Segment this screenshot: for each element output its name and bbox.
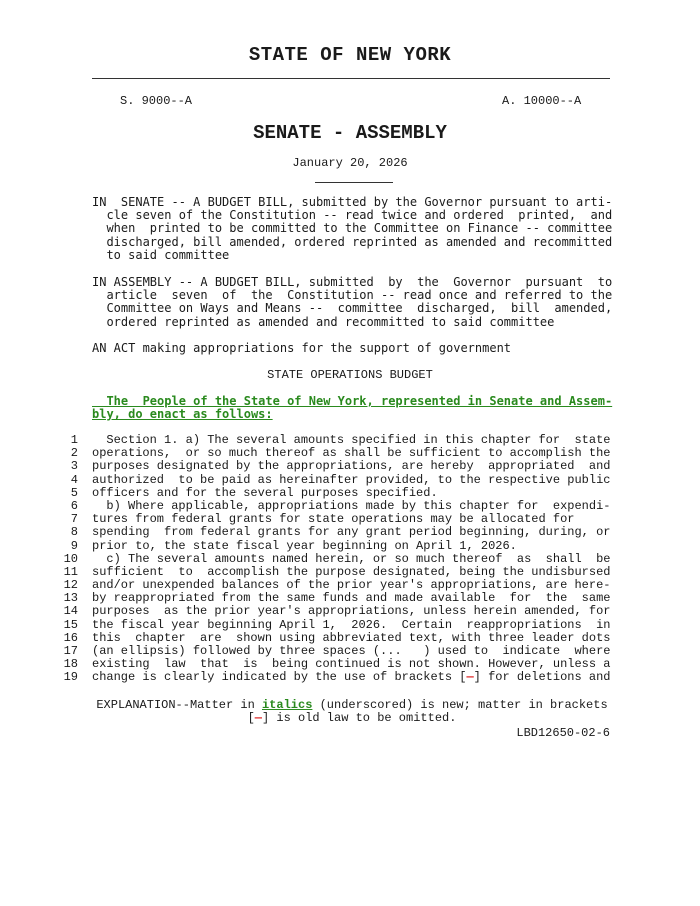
explanation-prefix: EXPLANATION--Matter in [96,698,262,712]
document-code: LBD12650-02-6 [516,726,610,740]
line-text: b) Where applicable, appropriations made by this chapter for expendi- [92,498,611,513]
line-text: sufficient to accomplish the purpose designated, being the undisbursed [92,564,611,579]
line-text: by reappropriated from the same funds and made available for the same [92,591,611,606]
line-number: 5 [70,485,78,500]
explanation-bracket-mark: — [254,711,262,726]
line-number: 15 [63,617,78,632]
line-number: 11 [63,564,78,579]
budget-title: STATE OPERATIONS BUDGET [267,368,433,382]
line-text: officers and for the several purposes specified. [92,485,438,500]
line-number: 10 [63,551,78,566]
assembly-bill-number: A. 10000--A [502,94,582,108]
text-line [0,553,700,566]
explanation-rest: ] is old law to be omitted. [261,711,457,726]
bill-date: January 20, 2026 [292,156,408,170]
line-number: 18 [63,657,78,672]
line-text: the fiscal year beginning April 1, 2026. Certain reappropriations in [92,617,611,632]
text-line [0,474,700,487]
explanation-open: [ [247,711,255,726]
senate-paragraph: IN SENATE -- A BUDGET BILL, submitted by the Governor pursuant to arti- cle seven of the Constitution -- read twice and ordered printed, and when printed to be committed to the Committee on Finance -- committee discharged, bill amended, ordered reprinted as amended and recommitted to said committee [92,195,613,262]
line-number: 1 [70,433,78,447]
line-number: 14 [63,604,78,619]
line-number: 17 [63,644,78,658]
bill-body [0,434,700,685]
line-text-part: ] for deletions and [473,670,611,685]
line-text: this chapter are shown using abbreviated text, with three leader dots [92,630,611,645]
line-text: authorized to be paid as hereinafter provided, to the respective public [92,472,611,487]
line-text-part: change is clearly indicated by the use of brackets [ [92,670,467,685]
deletion-bracket-mark: — [466,670,474,685]
line-text: operations, or so much thereof as shall be sufficient to accomplish the [92,446,611,461]
explanation-note [92,699,612,725]
enacting-clause: The People of the State of New York, represented in Senate and Assem- bly, do enact as follows: [92,394,613,422]
line-text: spending from federal grants for any grant period beginning, during, or [92,525,611,540]
text-line [0,460,700,473]
line-text: prior to, the state fiscal year beginning on April 1, 2026. [92,538,517,553]
line-text: and/or unexpended balances of the prior year's appropriations, are here- [92,578,611,593]
line-number: 6 [70,498,78,513]
line-number: 16 [63,630,78,645]
house-title: SENATE - ASSEMBLY [253,122,447,144]
text-line [0,526,700,539]
senate-bill-number: S. 9000--A [120,94,193,108]
assembly-paragraph: IN ASSEMBLY -- A BUDGET BILL, submitted by the Governor pursuant to article seven of the Constitution -- read once and referred to the Committee on Ways and Means -- committee discharged, bill amended, ordered reprinted as amended and recommitted to said committee [92,275,613,329]
text-line [0,671,700,684]
line-text [92,671,611,684]
line-text: purposes designated by the appropriations, are hereby appropriated and [92,459,611,474]
line-number: 19 [63,670,78,685]
line-text: existing law that is being continued is not shown. However, unless a [92,657,611,672]
line-text: c) The several amounts named herein, or so much thereof as shall be [92,551,611,566]
line-number: 2 [70,446,78,461]
line-number: 7 [70,512,78,527]
text-line [0,619,700,632]
line-number: 9 [70,538,78,553]
header-rule [92,78,610,79]
line-number: 13 [63,591,78,606]
line-text: tures from federal grants for state operations may be allocated for [92,512,575,527]
text-line [0,605,700,618]
act-title: AN ACT making appropriations for the support of government [92,341,512,355]
line-text: purposes as the prior year's appropriations, unless herein amended, for [92,604,611,619]
line-text: (an ellipsis) followed by three spaces (... ) used to indicate where [92,644,611,658]
line-number: 4 [70,472,78,487]
line-number: 12 [63,578,78,593]
date-rule [315,182,393,183]
text-line [0,487,700,500]
italics-sample: italics [261,698,313,712]
line-text: Section 1. a) The several amounts specified in this chapter for state [92,433,611,447]
line-number: 8 [70,525,78,540]
state-title: STATE OF NEW YORK [248,44,452,66]
line-number: 3 [70,459,78,474]
text-line [0,540,700,553]
explanation-mid: (underscored) is new; matter in brackets [312,698,608,712]
